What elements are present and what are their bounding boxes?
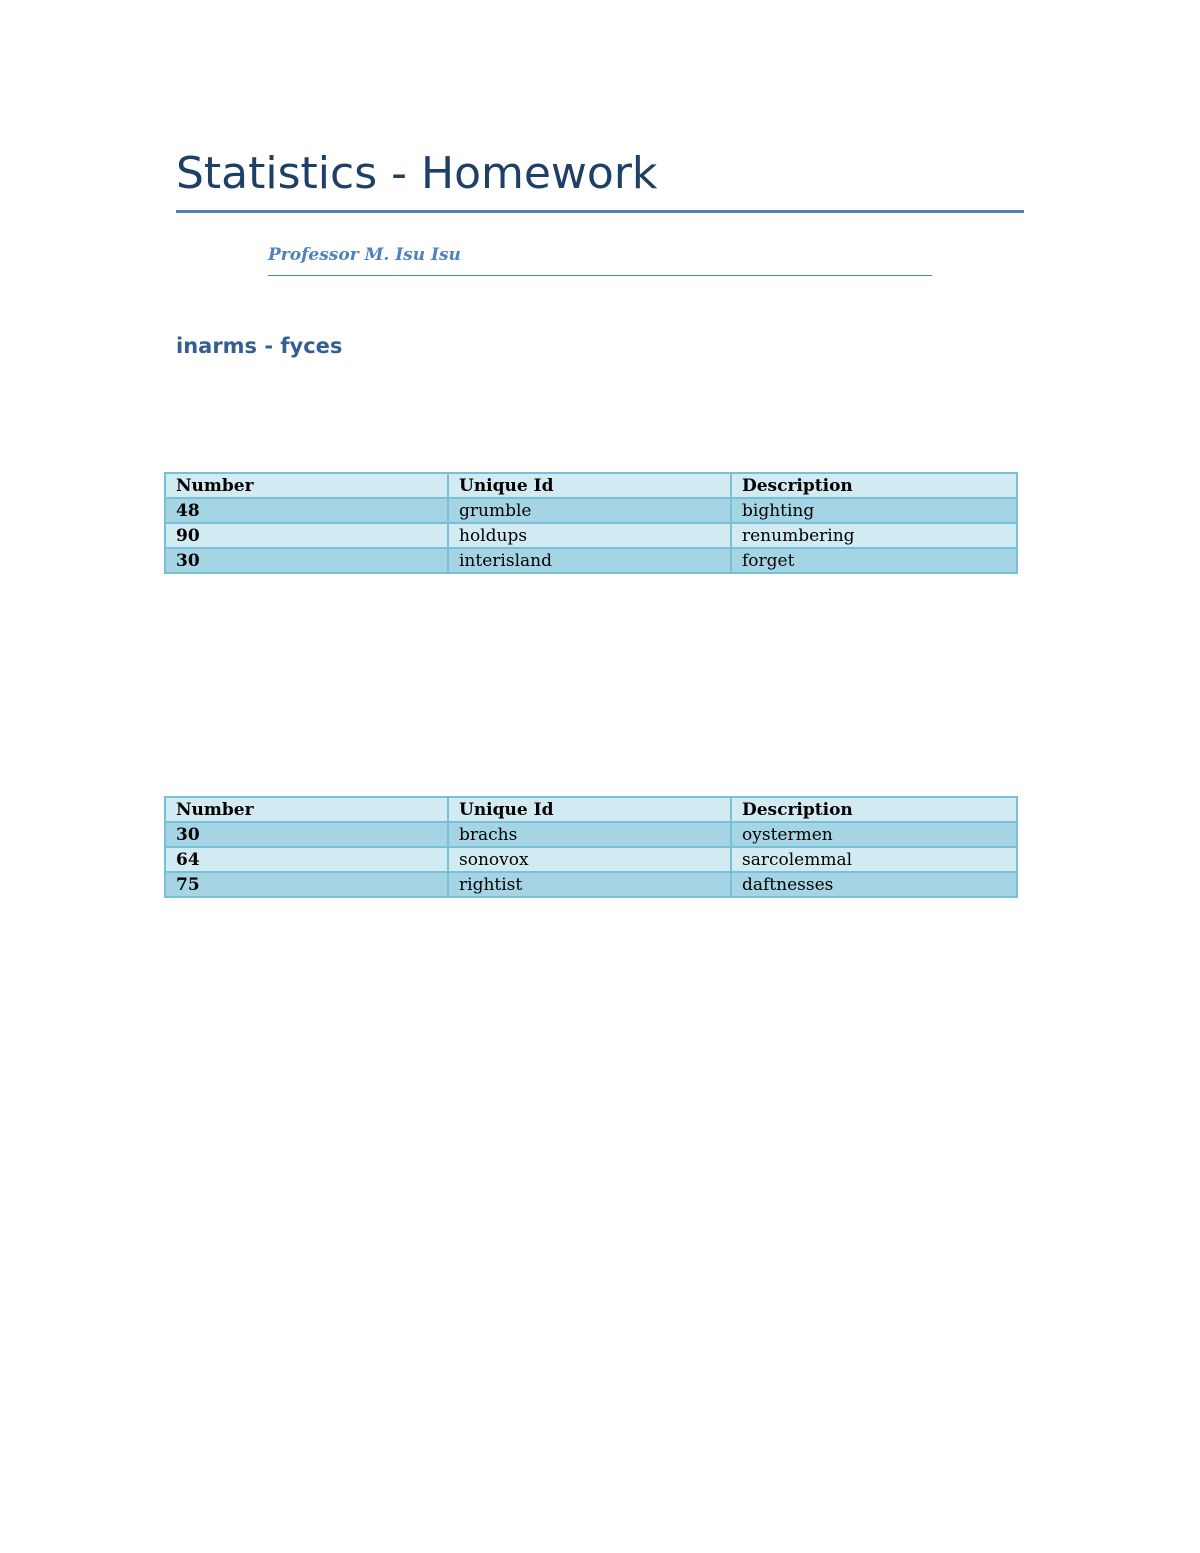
column-header-number: Number (165, 797, 448, 822)
cell-description: renumbering (731, 523, 1017, 548)
document-title: Statistics - Homework (176, 148, 658, 199)
cell-unique-id: interisland (448, 548, 731, 573)
column-header-unique-id: Unique Id (448, 473, 731, 498)
column-header-number: Number (165, 473, 448, 498)
cell-number: 64 (165, 847, 448, 872)
table-row (165, 548, 1017, 573)
cell-description: bighting (731, 498, 1017, 523)
cell-description: oystermen (731, 822, 1017, 847)
table-row (165, 523, 1017, 548)
cell-description: sarcolemmal (731, 847, 1017, 872)
cell-number: 30 (165, 822, 448, 847)
column-header-description: Description (731, 797, 1017, 822)
cell-unique-id: holdups (448, 523, 731, 548)
table-header-row (165, 473, 1017, 498)
column-header-unique-id: Unique Id (448, 797, 731, 822)
author-line: Professor M. Isu Isu (268, 245, 461, 265)
title-underline (176, 210, 1024, 213)
cell-number: 48 (165, 498, 448, 523)
table-row (165, 872, 1017, 897)
cell-unique-id: grumble (448, 498, 731, 523)
cell-number: 30 (165, 548, 448, 573)
cell-number: 90 (165, 523, 448, 548)
data-table-1 (164, 472, 1018, 574)
data-table-2 (164, 796, 1018, 898)
table-header-row (165, 797, 1017, 822)
column-header-description: Description (731, 473, 1017, 498)
cell-description: daftnesses (731, 872, 1017, 897)
author-underline (268, 275, 932, 276)
section-heading: inarms - fyces (176, 334, 343, 358)
table-row (165, 847, 1017, 872)
cell-description: forget (731, 548, 1017, 573)
cell-unique-id: brachs (448, 822, 731, 847)
table-row (165, 822, 1017, 847)
cell-unique-id: rightist (448, 872, 731, 897)
cell-number: 75 (165, 872, 448, 897)
cell-unique-id: sonovox (448, 847, 731, 872)
table-row (165, 498, 1017, 523)
